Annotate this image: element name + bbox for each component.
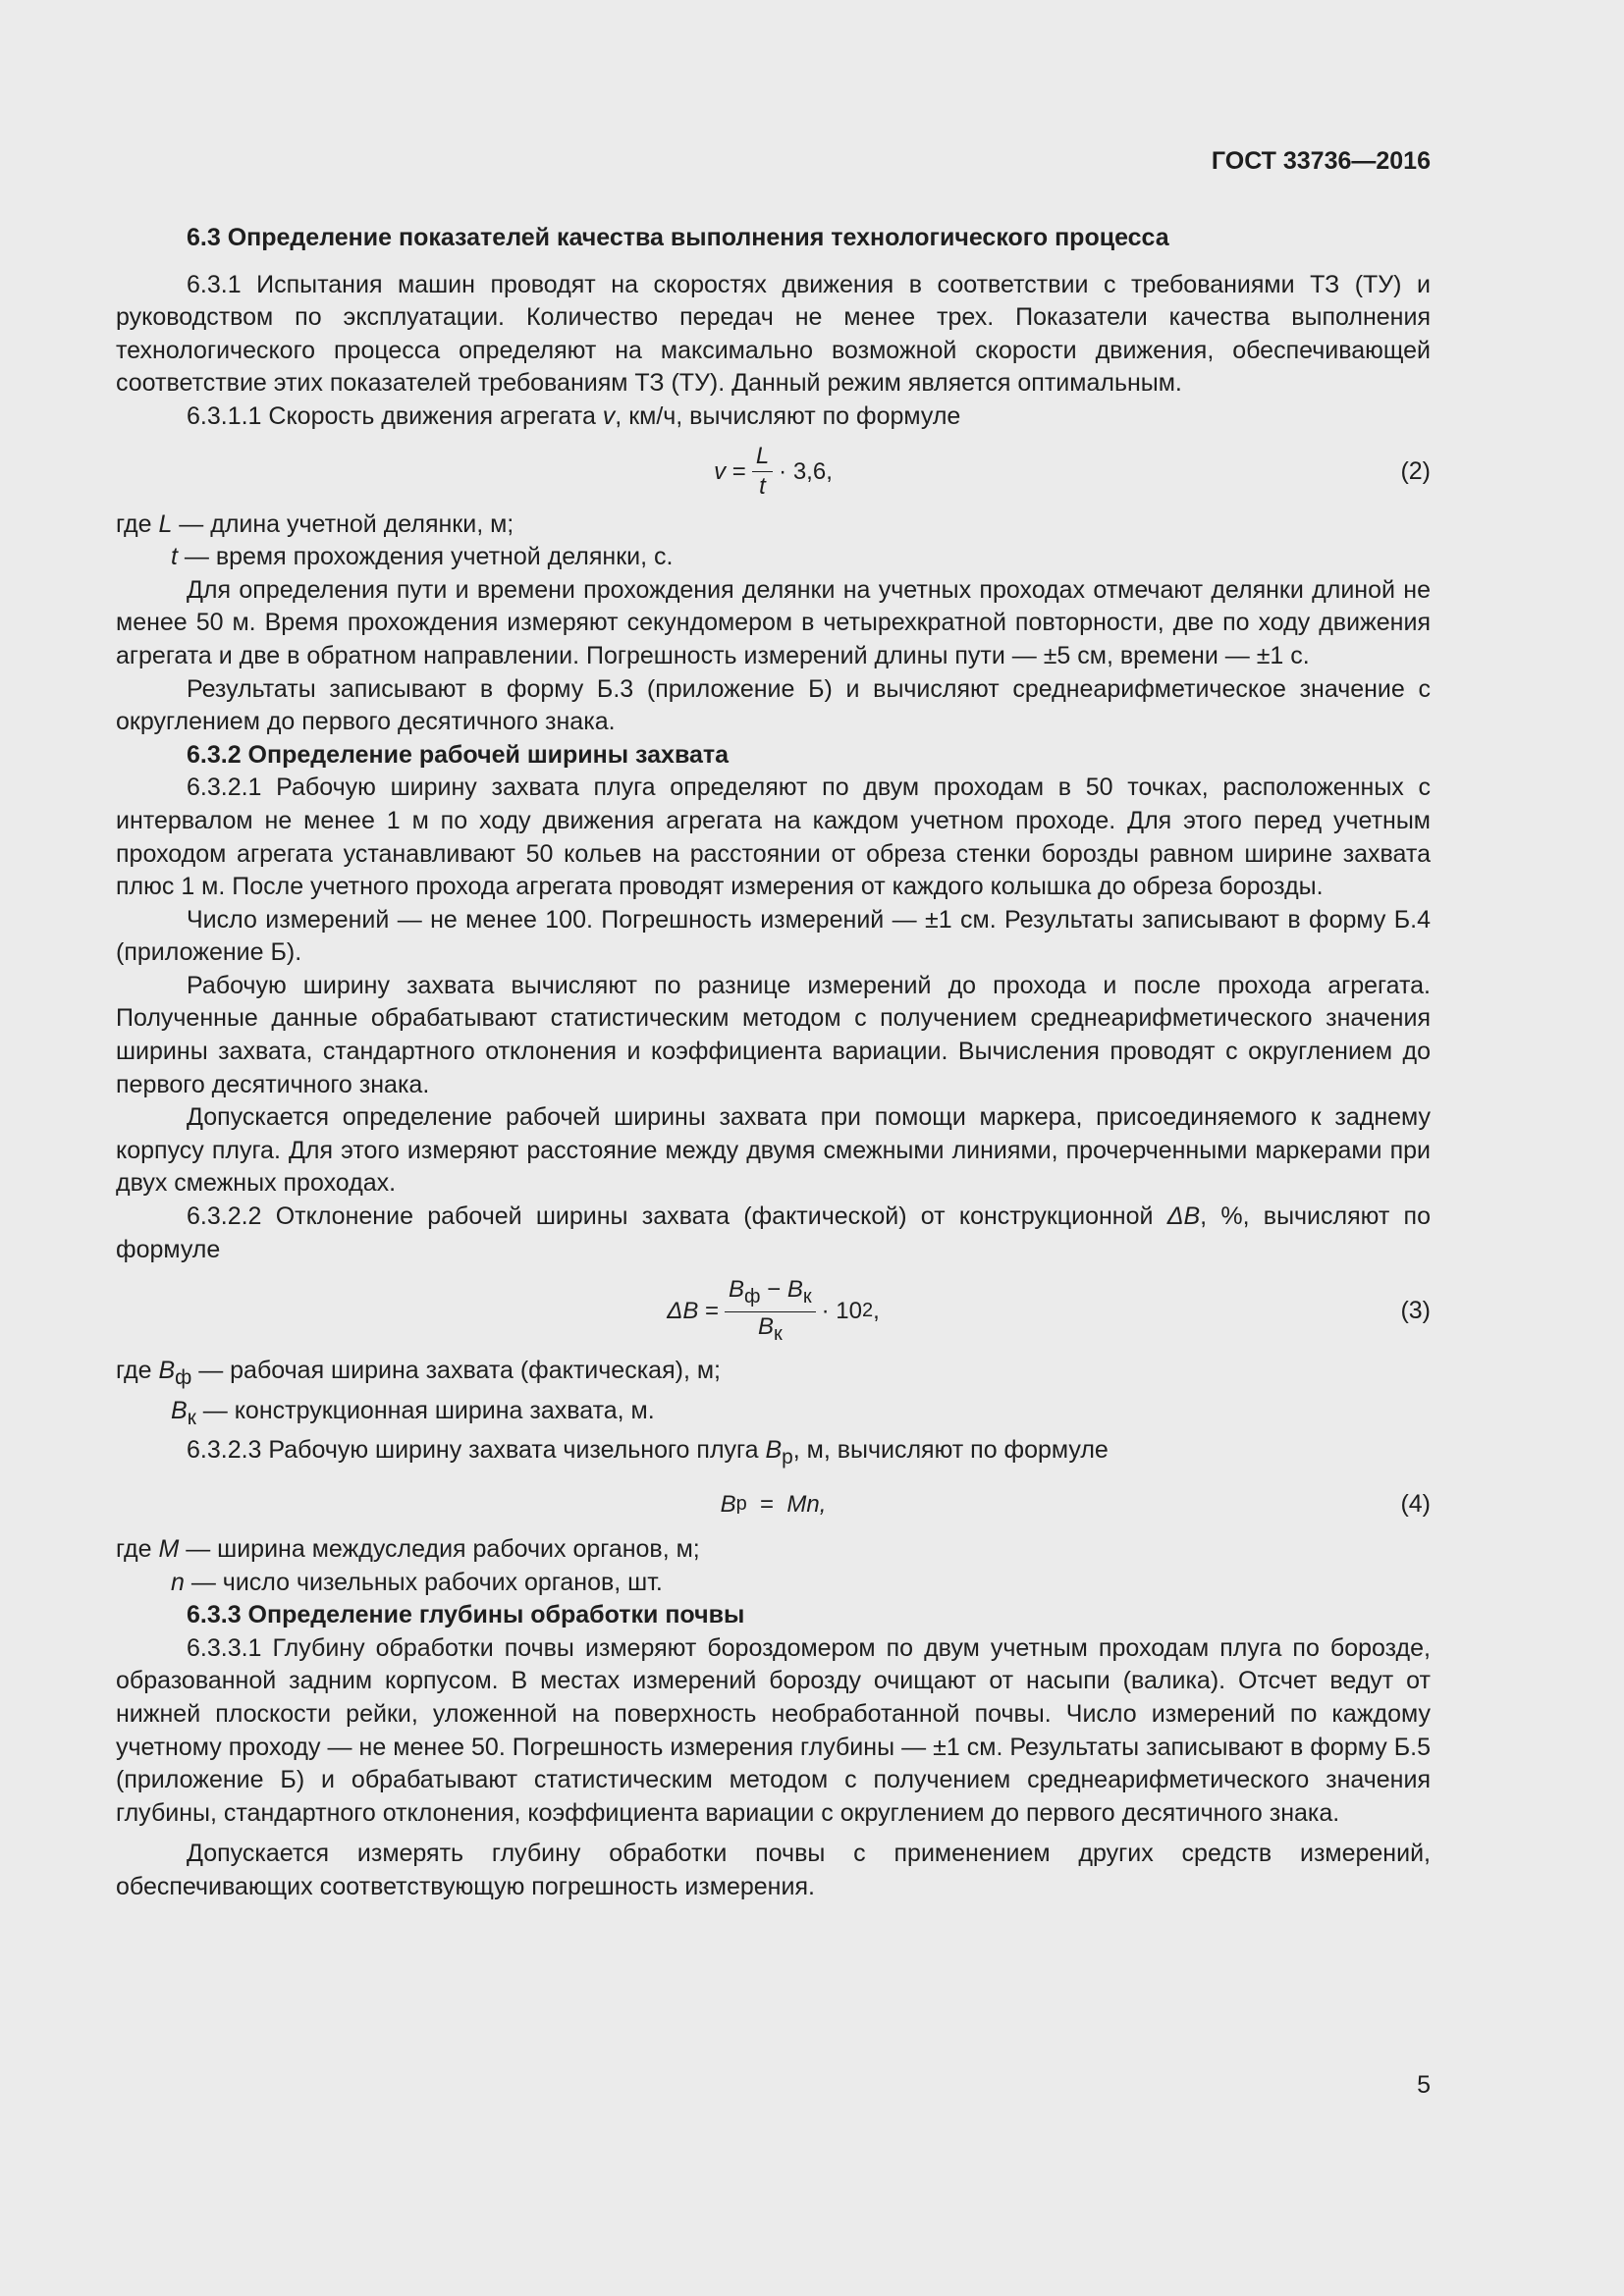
formula-3-equals: = <box>705 1298 720 1325</box>
where-Bf-variable: B <box>158 1357 176 1385</box>
where-t-variable: t <box>171 543 178 571</box>
formula-3-den: B <box>757 1312 774 1340</box>
formula-3-minus: − <box>767 1275 782 1303</box>
paragraph-6-3-2-2-b: , %, вычисляют по формуле <box>116 1202 1431 1263</box>
formula-3-number: (3) <box>1400 1297 1431 1325</box>
paragraph-6-3-2-3 <box>116 1434 1431 1474</box>
paragraph-width-calculation: Рабочую ширину захвата вычисляют по разнице измерений до прохода и после прохода агрегата. Полученные данные обрабатывают статистическим методом с получением среднеарифметического значения ширины захвата, стандартного отклонения и коэффициента вариации. Вычисления проводят с округлением до первого десятичного знака. <box>116 971 1431 1098</box>
paragraph-6-3-2-1: 6.3.2.1 Рабочую ширину захвата плуга определяют по двум проходам в 50 точках, расположенных с интервалом не менее 1 м по ходу движения агрегата на каждом учетном проходе. Для этого перед учетным проходом агрегата устанавливают 50 кольев на расстоянии от обреза стенки борозды равном ширине захвата плюс 1 м. После учетного прохода агрегата проводят измерения от каждого колышка до обреза борозды. <box>116 774 1431 901</box>
paragraph-6-3-2-3-a: 6.3.2.3 Рабочую ширину захвата чизельного плуга <box>187 1436 766 1465</box>
formula-4 <box>116 1480 1431 1529</box>
where-n-line <box>116 1567 1431 1600</box>
section-6-3-heading: 6.3 Определение показателей качества выполнения технологического процесса <box>187 224 1169 251</box>
where-t-line <box>116 541 1431 574</box>
formula-2-fraction <box>752 444 773 500</box>
formula-3-tail-end: , <box>873 1298 880 1325</box>
formula-4-lhs-sub: р <box>735 1493 747 1516</box>
formula-3-denominator <box>754 1312 786 1347</box>
formula-3-fraction <box>725 1277 816 1347</box>
document-body <box>116 222 1431 1904</box>
paragraph-6-3-1-1 <box>116 400 1431 434</box>
where-M-variable: M <box>158 1535 180 1563</box>
paragraph-marker: Допускается определение рабочей ширины захвата при помощи маркера, присоединяемого к заднему корпусу плуга. Для этого измеряют расстояние между двумя смежными линиями, прочерченными маркерами при двух смежных проходах. <box>116 1103 1431 1198</box>
formula-3-tail-sup: 2 <box>861 1300 874 1322</box>
document-id-header: ГОСТ 33736—2016 <box>1211 147 1431 175</box>
formula-2 <box>116 440 1431 505</box>
where-Bf-prefix: где <box>116 1357 159 1385</box>
formula-3-numerator <box>725 1277 816 1312</box>
where-L-prefix: где <box>116 509 159 538</box>
formula-3-den-sub: к <box>773 1322 783 1345</box>
paragraph-6-3-1: 6.3.1 Испытания машин проводят на скоростях движения в соответствии с требованиями ТЗ (ТУ) и руководством по эксплуатации. Количество передач не менее трех. Показатели качества выполнения технологического процесса определяют на максимально возможной скорости движения, обеспечивающей соответствие этих показателей требованиям ТЗ (ТУ). Данный режим является оптимальным. <box>116 270 1431 398</box>
formula-2-lhs: v <box>714 457 727 485</box>
formula-2-tail: · 3,6, <box>779 457 833 485</box>
formula-3-num-a-sub: ф <box>744 1285 761 1308</box>
formula-3-expression <box>116 1272 1431 1351</box>
paragraph-results-b3: Результаты записывают в форму Б.3 (приложение Б) и вычисляют среднеарифметическое значение с округлением до первого десятичного знака. <box>116 674 1431 736</box>
formula-2-numerator: L <box>752 444 773 472</box>
formula-3-num-a: B <box>729 1275 745 1303</box>
paragraph-other-means: Допускается измерять глубину обработки почвы с применением других средств измерений, обеспечивающих соответствующую погрешность измерения. <box>116 1840 1431 1900</box>
where-L-text: — длина учетной делянки, м; <box>172 509 514 538</box>
where-M-prefix: где <box>116 1535 159 1563</box>
where-n-variable: n <box>171 1568 185 1596</box>
formula-2-expression <box>116 440 1431 505</box>
paragraph-6-3-2-2-a: 6.3.2.2 Отклонение рабочей ширины захвата (фактической) от конструкционной <box>187 1202 1167 1231</box>
formula-3 <box>116 1272 1431 1351</box>
bp-variable-sub: р <box>782 1446 793 1469</box>
where-Bk-text: — конструкционная ширина захвата, м. <box>195 1396 655 1424</box>
where-t-text: — время прохождения учетной делянки, с. <box>177 543 674 571</box>
formula-2-denominator: t <box>759 473 766 501</box>
formula-3-num-b-sub: к <box>802 1285 812 1308</box>
paragraph-6-3-2-2 <box>116 1201 1431 1266</box>
formula-4-number: (4) <box>1400 1490 1431 1519</box>
formula-4-expression <box>116 1480 1431 1529</box>
where-Bf-line <box>116 1355 1431 1395</box>
where-Bk-sub: к <box>187 1406 196 1429</box>
formula-3-num-b: B <box>786 1275 803 1303</box>
paragraph-path-time: Для определения пути и времени прохождения делянки на учетных проходах отмечают делянки длиной не менее 50 м. Время прохождения измеряют секундомером в четырехкратной повторности, две по ходу движения агрегата и две в обратном направлении. Погрешность измерений длины пути — ±5 см, времени — ±1 с. <box>116 575 1431 669</box>
delta-b-variable: ΔB <box>1166 1202 1201 1231</box>
page-number: 5 <box>1417 2071 1431 2099</box>
where-L-variable: L <box>158 509 173 538</box>
where-L-line <box>116 508 1431 542</box>
where-M-text: — ширина междуследия рабочих органов, м; <box>179 1535 700 1563</box>
paragraph-6-3-3-1: 6.3.3.1 Глубину обработки почвы измеряют бороздомером по двум учетным проходам плуга по борозде, образованной задним корпусом. В местах измерений борозду очищают от насыпи (валика). Отсчет ведут от нижней плоскости рейки, уложенной на поверхность необработанной почвы. Число измерений по каждому учетному проходу — не менее 50. Погрешность измерения глубины — ±1 см. Результаты записывают в форму Б.5 (приложение Б) и обрабатывают статистическим методом с получением среднеарифметического значения глубины, стандартного отклонения, коэффициента вариации с округлением до первого десятичного знака. <box>116 1633 1431 1827</box>
paragraph-6-3-2-3-b: , м, вычисляют по формуле <box>792 1436 1109 1465</box>
formula-2-number: (2) <box>1400 456 1431 485</box>
section-6-3-3-heading: 6.3.3 Определение глубины обработки почвы <box>187 1601 745 1629</box>
section-6-3-2-heading: 6.3.2 Определение рабочей ширины захвата <box>187 740 730 769</box>
paragraph-6-3-1-1-suffix: , км/ч, вычисляют по формуле <box>615 401 961 430</box>
where-Bk-variable: B <box>171 1396 188 1424</box>
bp-variable: B <box>765 1436 783 1465</box>
paragraph-6-3-1-1-prefix: 6.3.1.1 Скорость движения агрегата <box>187 401 603 430</box>
formula-4-equals: = <box>760 1491 775 1519</box>
paragraph-measure-count: Число измерений — не менее 100. Погрешность измерений — ±1 см. Результаты записывают в форму Б.4 (приложение Б). <box>116 905 1431 967</box>
velocity-variable: v <box>602 401 616 430</box>
formula-2-equals: = <box>731 457 746 485</box>
where-Bf-sub: ф <box>175 1366 192 1390</box>
where-n-text: — число чизельных рабочих органов, шт. <box>184 1568 663 1596</box>
where-M-line <box>116 1533 1431 1567</box>
formula-3-lhs: ΔB <box>667 1298 699 1325</box>
where-Bk-line <box>116 1395 1431 1435</box>
formula-3-tail: · 10 <box>821 1298 862 1325</box>
where-Bf-text: — рабочая ширина захвата (фактическая), м; <box>191 1357 721 1385</box>
formula-4-lhs: B <box>720 1491 736 1519</box>
formula-4-rhs: Mn, <box>786 1491 827 1519</box>
